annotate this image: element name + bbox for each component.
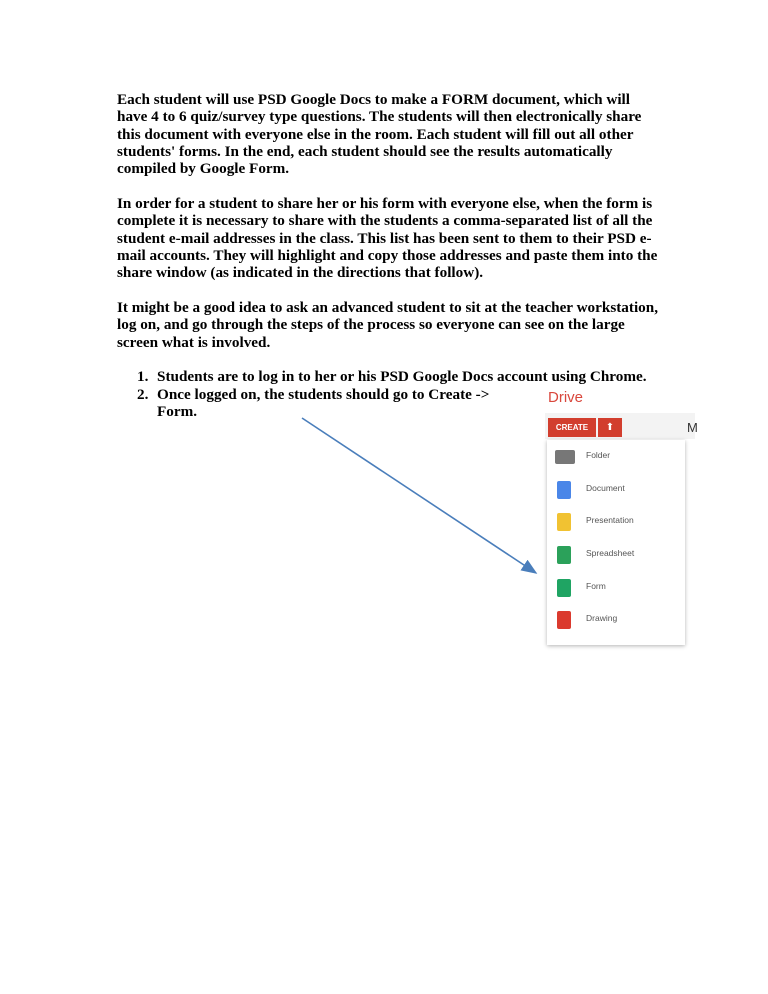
drive-title: Drive [548,389,584,406]
side-letter: M [687,420,698,435]
text-line: have 4 to 6 quiz/survey type questions. The students will then electronically share [117,108,642,126]
list-number: 1. [137,368,149,385]
create-button: CREATE [548,418,596,437]
menu-label: Drawing [586,613,618,623]
text-line: students' forms. In the end, each student should see the results automatically [117,142,613,160]
text-line: screen what is involved. [117,333,271,351]
list-text: Once logged on, the students should go to Create -> [157,386,490,403]
menu-label: Folder [586,450,611,460]
menu-label: Document [586,483,625,493]
arrow-line [302,418,536,573]
list-number: 2. [137,386,149,403]
list-text: Students are to log in to her or his PSD Google Docs account using Chrome. [157,368,647,385]
menu-label: Form [586,581,606,591]
upload-icon: ⬆ [598,418,622,437]
text-line: In order for a student to share her or his form with everyone else, when the form is [117,195,653,212]
menu-label: Presentation [586,515,634,525]
text-line: It might be a good idea to ask an advanced student to sit at the teacher workstation, [117,299,658,316]
text-line: log on, and go through the steps of the process so everyone can see on the large [117,316,625,334]
text-line: student e-mail addresses in the class. This list has been sent to them to their PSD e- [117,229,652,247]
text-line: this document with everyone else in the room. Each student will fill out all other [117,125,634,143]
text-line: Each student will use PSD Google Docs to make a FORM document, which will [117,91,631,108]
text-line: compiled by Google Form. [117,160,290,178]
list-text: Form. [157,403,198,421]
text-line: mail accounts. They will highlight and copy those addresses and paste them into the [117,246,658,264]
menu-label: Spreadsheet [586,548,635,558]
text-line: share window (as indicated in the directions that follow). [117,264,484,282]
text-line: complete it is necessary to share with the students a comma-separated list of all the [117,212,653,230]
